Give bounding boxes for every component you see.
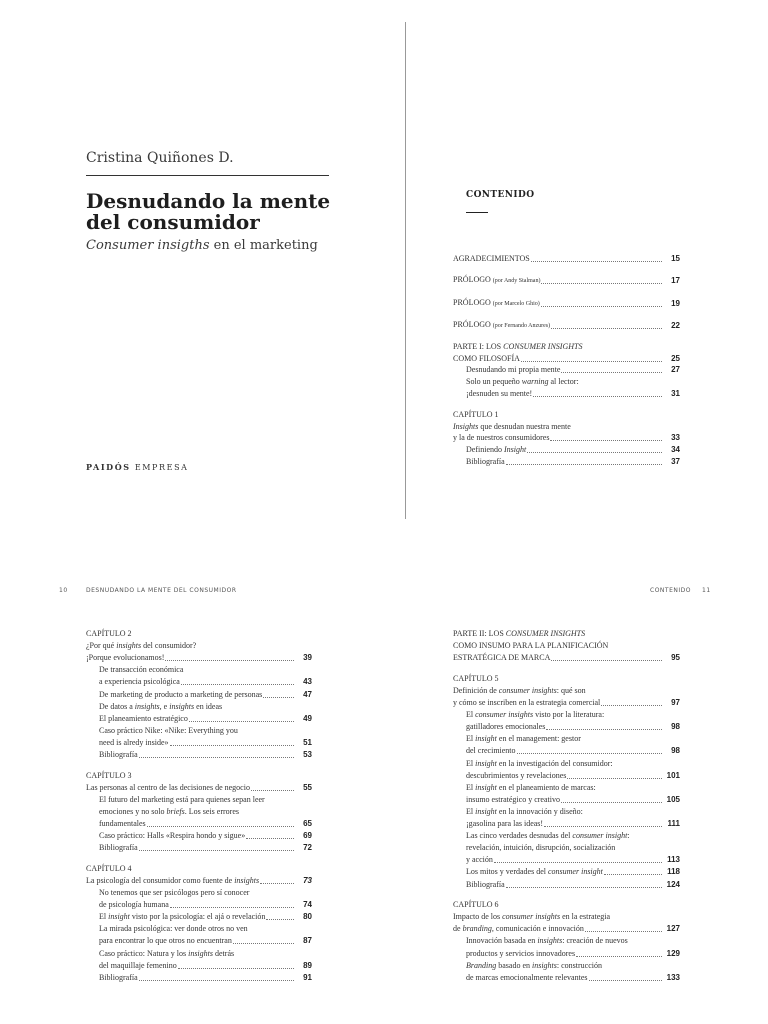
toc-entry <box>453 697 680 709</box>
toc-entry <box>453 275 680 287</box>
toc-entry-text: CAPÍTULO 3 <box>86 770 132 780</box>
toc-page-number: 73 <box>303 875 312 885</box>
toc-entry <box>453 409 680 421</box>
toc-entry-text: productos y servicios innovadores <box>466 948 576 958</box>
toc-entry <box>466 364 680 376</box>
toc-entry <box>99 701 312 713</box>
toc-entry-text: Definición de consumer insights: qué son <box>453 685 586 695</box>
publisher-name: PAIDÓS <box>86 462 131 472</box>
toc-entry-text: PRÓLOGO (por Marcelo Ghio) <box>453 297 540 307</box>
toc-page-number: 33 <box>671 433 680 443</box>
toc-entry-text: ¡desnuden su mente! <box>466 388 533 398</box>
toc-entry <box>99 713 312 725</box>
toc-entry <box>86 875 312 887</box>
book-subtitle <box>86 238 318 253</box>
toc-entry-text: y la de nuestros consumidores <box>453 433 550 443</box>
toc-entry-text: Branding basado en insights: construcción <box>466 960 603 970</box>
toc-entry <box>99 960 312 972</box>
toc-entry <box>453 911 680 923</box>
toc-page-number: 89 <box>303 960 312 970</box>
toc-leader-dots <box>551 659 662 661</box>
toc-page-number: 133 <box>666 972 680 982</box>
toc-leader-dots <box>541 305 662 307</box>
toc-entry <box>86 652 312 664</box>
toc-entry <box>466 866 680 878</box>
subtitle-italic: Consumer insigths <box>86 238 210 253</box>
toc-entry <box>86 628 312 640</box>
toc-entry-text: PRÓLOGO (por Fernando Anzures) <box>453 319 551 329</box>
toc-entry <box>466 376 680 388</box>
toc-entry-text: Innovación basada en insights: creación de nuevos <box>466 936 628 946</box>
toc-page-number: 113 <box>667 855 680 865</box>
toc-entry-text: emociones y no solo briefs. Los seis errores <box>99 806 239 816</box>
toc-page-number: 80 <box>303 912 312 922</box>
toc-entry-text: PARTE I: LOS CONSUMER INSIGHTS <box>453 341 583 351</box>
toc-leader-dots <box>260 882 294 884</box>
toc-page-number: 69 <box>303 831 312 841</box>
toc-entry <box>466 444 680 456</box>
toc-entry <box>99 842 312 854</box>
toc-page-number: 34 <box>671 445 680 455</box>
toc-entry <box>99 689 312 701</box>
toc-entry-text: Definiendo Insight <box>466 445 527 455</box>
toc-entry-text: De datos a insights, e insights en ideas <box>99 701 223 711</box>
toc-entry-text: Impacto de los consumer insights en la estrategia <box>453 912 611 922</box>
toc-entry-text: y cómo se inscriben en la estrategia comercial <box>453 698 601 707</box>
toc-entry <box>466 721 680 733</box>
toc-entry-text: a experiencia psicológica <box>99 677 180 687</box>
toc-entry-text: del maquillaje femenino <box>99 960 177 970</box>
toc-entry <box>453 652 680 664</box>
toc-entry-text: AGRADECIMIENTOS <box>453 254 530 263</box>
contents-heading-rule <box>466 212 488 213</box>
author-name: Cristina Quiñones D. <box>86 150 234 166</box>
author-underline <box>86 175 329 176</box>
left-page-number: 10 <box>59 587 68 594</box>
toc-entry <box>466 745 680 757</box>
toc-entry-text: El futuro del marketing está para quienes sepan leer <box>99 794 265 804</box>
toc-entry-text: gatilladores emocionales <box>466 722 546 732</box>
toc-page-number: 25 <box>671 353 680 363</box>
toc-leader-dots <box>170 906 294 908</box>
toc-entry-text: Desnudando mi propia mente <box>466 365 561 375</box>
toc-leader-dots <box>544 825 662 827</box>
toc-page-number: 27 <box>671 365 680 375</box>
toc-entry-text: ¿Por qué insights del consumidor? <box>86 641 197 651</box>
toc-page-number: 95 <box>671 653 680 663</box>
toc-entry-text: El insight en la investigación del consumidor: <box>466 758 613 768</box>
publisher-imprint <box>86 462 189 472</box>
book-title-line-1: Desnudando la mente <box>86 189 331 213</box>
toc-entry-text: Bibliografía <box>99 750 138 759</box>
toc-entry-text: El planeamiento estratégico <box>99 713 188 723</box>
toc-entry <box>466 806 680 818</box>
toc-leader-dots <box>541 282 662 284</box>
toc-entry <box>466 960 680 972</box>
toc-leader-dots <box>517 752 662 754</box>
toc-entry-text: Bibliografía <box>466 879 505 889</box>
toc-entry-text: Caso práctico Nike: «Nike: Everything you <box>99 725 238 735</box>
toc-entry-text: de branding, comunicación e innovación <box>453 924 584 934</box>
toc-entry-text: ESTRATÉGICA DE MARCA <box>453 653 551 663</box>
toc-entry <box>466 842 680 854</box>
toc-entry-text: de marcas emocionalmente relevantes <box>466 972 588 982</box>
toc-entry <box>466 935 680 947</box>
toc-page-number: 127 <box>666 924 680 934</box>
toc-leader-dots <box>170 744 294 746</box>
toc-entry <box>453 673 680 685</box>
toc-entry <box>86 640 312 652</box>
toc-leader-dots <box>604 873 662 875</box>
toc-entry <box>453 253 680 265</box>
toc-entry <box>466 879 680 891</box>
toc-entry-text: CAPÍTULO 2 <box>86 629 132 638</box>
toc-leader-dots <box>266 918 294 920</box>
toc-page-number: 19 <box>671 298 680 308</box>
toc-entry <box>99 830 312 842</box>
toc-entry-text: ¡gasolina para las ideas! <box>466 819 544 828</box>
toc-entry <box>466 456 680 468</box>
toc-entry-text: COMO FILOSOFÍA <box>453 353 520 363</box>
toc-entry-text: Insights que desnudan nuestra mente <box>453 421 571 431</box>
toc-entry-text: CAPÍTULO 1 <box>453 409 499 419</box>
toc-page-number: 17 <box>671 276 680 286</box>
toc-page-number: 22 <box>671 320 680 330</box>
toc-leader-dots <box>561 801 662 803</box>
toc-entry <box>453 432 680 444</box>
toc-entry <box>466 733 680 745</box>
toc-page-number: 98 <box>671 722 680 732</box>
toc-entry <box>453 298 680 310</box>
toc-leader-dots <box>494 861 662 863</box>
toc-entry-text: De transacción económica <box>99 665 184 675</box>
toc-leader-dots <box>567 777 662 779</box>
toc-entry <box>466 770 680 782</box>
toc-entry-text: Bibliografía <box>466 456 505 466</box>
contents-heading: CONTENIDO <box>466 190 535 200</box>
toc-entry <box>466 854 680 866</box>
toc-leader-dots <box>246 837 294 839</box>
toc-entry <box>99 725 312 737</box>
toc-leader-dots <box>551 327 662 329</box>
toc-entry <box>466 830 680 842</box>
toc-entry-text: del crecimiento <box>466 746 516 756</box>
toc-page-number: 15 <box>671 254 680 263</box>
toc-leader-dots <box>531 260 662 262</box>
toc-entry <box>99 749 312 761</box>
toc-page-number: 98 <box>671 746 680 756</box>
toc-entry <box>453 353 680 365</box>
toc-entry-text: La psicología del consumidor como fuente de insights <box>86 875 260 885</box>
toc-leader-dots <box>576 955 662 957</box>
toc-page-number: 101 <box>666 770 680 780</box>
toc-leader-dots <box>527 451 662 453</box>
toc-entry <box>466 782 680 794</box>
toc-leader-dots <box>263 696 294 698</box>
page-gutter-divider <box>405 22 406 519</box>
toc-page-number: 97 <box>671 698 680 707</box>
toc-page-number: 111 <box>667 819 680 828</box>
toc-leader-dots <box>601 704 662 706</box>
toc-entry <box>99 818 312 830</box>
toc-page-number: 118 <box>667 867 680 877</box>
toc-entry <box>453 640 680 652</box>
toc-page-number: 91 <box>303 972 312 982</box>
toc-leader-dots <box>189 720 294 722</box>
toc-entry <box>99 923 312 935</box>
toc-leader-dots <box>147 825 294 827</box>
toc-entry-text: El insight en la innovación y diseño: <box>466 806 583 816</box>
toc-entry <box>453 899 680 911</box>
toc-entry-text: Caso práctico: Halls «Respira hondo y sigue» <box>99 831 246 841</box>
toc-leader-dots <box>181 683 294 685</box>
toc-entry-text: need is alredy inside» <box>99 737 169 747</box>
publisher-series: EMPRESA <box>130 463 189 472</box>
toc-entry <box>453 341 680 353</box>
toc-entry-text: ¡Porque evolucionamos! <box>86 653 165 663</box>
toc-entry <box>466 948 680 960</box>
toc-leader-dots <box>506 886 662 888</box>
toc-entry-text: descubrimientos y revelaciones <box>466 770 567 780</box>
toc-entry <box>86 770 312 782</box>
toc-page-number: 87 <box>303 936 312 946</box>
toc-entry-text: de psicología humana <box>99 900 169 910</box>
toc-entry-text: Las personas al centro de las decisiones de negocio <box>86 782 250 792</box>
toc-entry-text: Los mitos y verdades del consumer insight <box>466 867 603 877</box>
toc-entry <box>453 421 680 433</box>
toc-page-number: 105 <box>666 794 680 804</box>
toc-leader-dots <box>165 659 294 661</box>
toc-entry-text: Las cinco verdades desnudas del consumer insight: <box>466 831 630 841</box>
toc-leader-dots <box>589 979 663 981</box>
toc-entry <box>466 709 680 721</box>
toc-entry-text: CAPÍTULO 4 <box>86 863 132 873</box>
toc-leader-dots <box>561 371 662 373</box>
toc-entry-text: y acción <box>466 855 493 865</box>
toc-entry <box>99 935 312 947</box>
toc-entry <box>466 388 680 400</box>
toc-entry-text: PARTE II: LOS CONSUMER INSIGHTS <box>453 629 586 638</box>
toc-entry <box>86 863 312 875</box>
toc-entry <box>99 806 312 818</box>
book-title-line-2: del consumidor <box>86 210 260 234</box>
toc-page-number: 49 <box>303 713 312 723</box>
toc-leader-dots <box>550 439 662 441</box>
toc-entry <box>466 818 680 830</box>
toc-entry-text: No tenemos que ser psicólogos pero sí conocer <box>99 888 250 897</box>
toc-page-number: 51 <box>303 737 312 747</box>
toc-entry-text: revelación, intuición, disrupción, socialización <box>466 843 616 853</box>
toc-entry-text: De marketing de producto a marketing de personas <box>99 689 263 699</box>
toc-entry <box>99 948 312 960</box>
toc-entry <box>86 782 312 794</box>
toc-leader-dots <box>251 789 294 791</box>
book-title <box>86 191 346 233</box>
toc-entry-text: Caso práctico: Natura y los insights detrás <box>99 948 235 958</box>
toc-page-number: 74 <box>303 900 312 910</box>
toc-entry <box>99 911 312 923</box>
right-page-number: 11 <box>702 587 711 594</box>
toc-entry <box>453 923 680 935</box>
toc-page-number: 53 <box>303 750 312 759</box>
toc-page-number: 31 <box>671 388 680 398</box>
toc-page-number: 47 <box>303 689 312 699</box>
toc-entry <box>466 972 680 984</box>
left-running-head: DESNUDANDO LA MENTE DEL CONSUMIDOR <box>86 587 237 594</box>
right-running-head: CONTENIDO <box>650 587 691 594</box>
toc-leader-dots <box>585 930 662 932</box>
toc-entry <box>99 664 312 676</box>
toc-entry-text: Bibliografía <box>99 843 138 853</box>
subtitle-rest: en el marketing <box>209 238 318 253</box>
toc-entry-text: CAPÍTULO 5 <box>453 673 499 683</box>
toc-leader-dots <box>533 395 662 397</box>
toc-entry <box>99 737 312 749</box>
toc-entry <box>453 320 680 332</box>
toc-entry <box>453 685 680 697</box>
toc-entry-text: El insight visto por la psicología: el ajá o revelación <box>99 912 266 922</box>
toc-page-number: 124 <box>666 879 680 889</box>
toc-page-number: 55 <box>303 782 312 792</box>
toc-entry-text: El insight en el planeamiento de marcas: <box>466 782 596 792</box>
toc-page-number: 65 <box>303 819 312 828</box>
toc-leader-dots <box>521 360 662 362</box>
toc-entry-text: PRÓLOGO (por Andy Stalman) <box>453 275 541 285</box>
toc-page-number: 129 <box>666 948 680 958</box>
toc-entry-text: Solo un pequeño warning al lector: <box>466 377 579 387</box>
toc-leader-dots <box>233 942 294 944</box>
toc-page-number: 72 <box>303 843 312 853</box>
toc-entry-text: El consumer insights visto por la literatura: <box>466 710 605 720</box>
toc-entry-text: fundamentales <box>99 819 146 828</box>
toc-leader-dots <box>139 756 294 758</box>
toc-leader-dots <box>178 967 294 969</box>
toc-entry <box>99 887 312 899</box>
toc-entry-text: Bibliografía <box>99 972 138 982</box>
toc-leader-dots <box>139 849 294 851</box>
toc-leader-dots <box>506 463 662 465</box>
toc-entry <box>99 899 312 911</box>
toc-entry <box>466 758 680 770</box>
toc-entry-text: La mirada psicológica: ver donde otros no ven <box>99 924 248 934</box>
toc-entry-text: COMO INSUMO PARA LA PLANIFICACIÓN <box>453 641 609 651</box>
toc-leader-dots <box>139 979 294 981</box>
toc-entry <box>466 794 680 806</box>
toc-entry <box>99 972 312 984</box>
toc-entry-text: insumo estratégico y creativo <box>466 794 560 804</box>
toc-entry-text: El insight en el management: gestor <box>466 734 581 744</box>
toc-entry <box>99 676 312 688</box>
toc-leader-dots <box>546 728 662 730</box>
toc-entry <box>453 628 680 640</box>
toc-entry-text: CAPÍTULO 6 <box>453 900 499 910</box>
toc-page-number: 37 <box>671 456 680 466</box>
toc-entry <box>99 794 312 806</box>
toc-entry-text: para encontrar lo que otros no encuentran <box>99 936 232 946</box>
toc-page-number: 43 <box>303 677 312 687</box>
toc-page-number: 39 <box>303 653 312 663</box>
